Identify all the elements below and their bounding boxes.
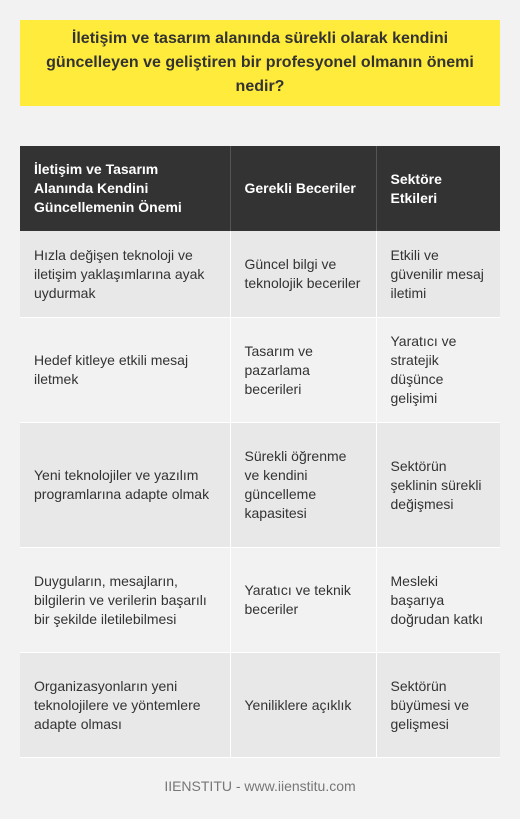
- table-cell: Yeniliklere açıklık: [230, 653, 376, 758]
- comparison-table-container: [20, 146, 500, 758]
- table-row: [20, 548, 500, 653]
- header-skills: Gerekli Beceriler: [230, 146, 376, 231]
- table-header-row: [20, 146, 500, 231]
- table-cell: Güncel bilgi ve teknolojik beceriler: [230, 231, 376, 318]
- table-cell: Duyguların, mesajların, bilgilerin ve verilerin başarılı bir şekilde iletilebilmesi: [20, 548, 230, 653]
- table-cell: Yaratıcı ve stratejik düşünce gelişimi: [376, 318, 500, 423]
- question-banner: [20, 20, 500, 106]
- table-cell: Etkili ve güvenilir mesaj iletimi: [376, 231, 500, 318]
- table-cell: Sektörün şeklinin sürekli değişmesi: [376, 423, 500, 548]
- table-row: [20, 318, 500, 423]
- table-cell: Sürekli öğrenme ve kendini güncelleme kapasitesi: [230, 423, 376, 548]
- table-cell: Hızla değişen teknoloji ve iletişim yaklaşımlarına ayak uydurmak: [20, 231, 230, 318]
- table-row: [20, 423, 500, 548]
- table-row: [20, 653, 500, 758]
- table-row: [20, 231, 500, 318]
- table-cell: Hedef kitleye etkili mesaj iletmek: [20, 318, 230, 423]
- footer-credit: IIENSTITU - www.iienstitu.com: [164, 778, 356, 794]
- comparison-table: [20, 146, 500, 758]
- table-cell: Yeni teknolojiler ve yazılım programlarına adapte olmak: [20, 423, 230, 548]
- header-importance: İletişim ve Tasarım Alanında Kendini Güncellemenin Önemi: [20, 146, 230, 231]
- table-cell: Sektörün büyümesi ve gelişmesi: [376, 653, 500, 758]
- table-cell: Yaratıcı ve teknik beceriler: [230, 548, 376, 653]
- question-text: İletişim ve tasarım alanında sürekli olarak kendini güncelleyen ve geliştiren bir profesyonel olmanın önemi nedir?: [46, 30, 474, 95]
- table-cell: Tasarım ve pazarlama becerileri: [230, 318, 376, 423]
- table-cell: Organizasyonların yeni teknolojilere ve yöntemlere adapte olması: [20, 653, 230, 758]
- header-effects: Sektöre Etkileri: [376, 146, 500, 231]
- table-cell: Mesleki başarıya doğrudan katkı: [376, 548, 500, 653]
